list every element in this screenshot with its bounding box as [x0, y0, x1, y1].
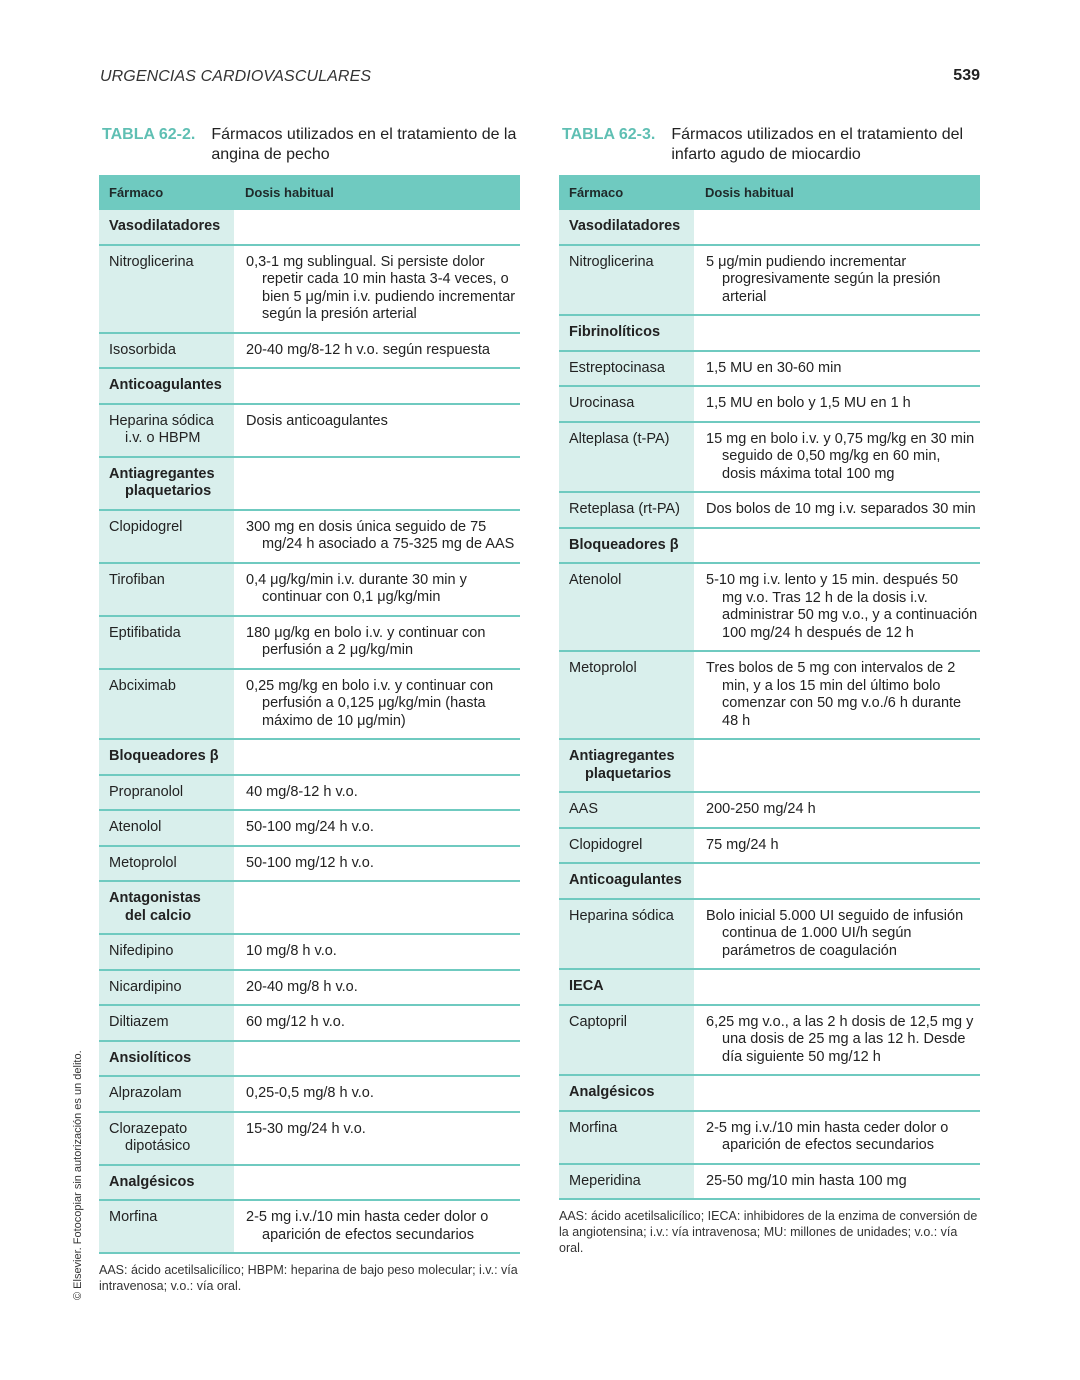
drug-name-text: Alprazolam	[109, 1085, 182, 1101]
dose-text: Tres bolos de 5 mg con intervalos de 2 min, y a los 15 min del último bolo comenzar con 50 mg v.o./6 h durante 48 h	[706, 660, 962, 729]
table-number: TABLA 62-3.	[562, 126, 656, 143]
table-row	[559, 828, 980, 864]
dose-text: 5-10 mg i.v. lento y 15 min. después 50 mg v.o. Tras 12 h de la dosis i.v. administrar 50 mg v.o., y a continuación 100 mg/24 h después de 12 h	[706, 572, 978, 641]
dose-text: 6,25 mg v.o., a las 2 h dosis de 12,5 mg y una dosis de 25 mg a las 12 h. Desde día siguiente 50 mg/12 h	[706, 1013, 974, 1065]
drug-name-text: Metoprolol	[569, 660, 637, 676]
dose-text: Bolo inicial 5.000 UI seguido de infusión continua de 1.000 UI/h según parámetros de coagulación	[706, 907, 964, 959]
drug-name	[99, 1200, 235, 1253]
drug-name-text: Nifedipino	[109, 943, 174, 959]
category-label	[99, 210, 235, 245]
drug-name	[99, 1112, 235, 1165]
category-label	[99, 457, 235, 510]
dose-text: 10 mg/8 h v.o.	[246, 943, 337, 959]
dose-cell	[695, 492, 980, 528]
dose-text: 60 mg/12 h v.o.	[246, 1014, 345, 1030]
drug-name-text: Diltiazem	[109, 1014, 169, 1030]
drug-name-text: Eptifibatida	[109, 624, 181, 641]
drug-name	[99, 1005, 235, 1041]
dose-text: 180 μg/kg en bolo i.v. y continuar con perfusión a 2 μg/kg/min	[246, 624, 486, 658]
dose-cell	[235, 368, 520, 404]
drug-name-text: Heparina sódica i.v. o HBPM	[109, 412, 214, 446]
drug-name	[559, 1005, 695, 1076]
dose-cell	[695, 828, 980, 864]
drug-name-text: Heparina sódica	[569, 907, 674, 924]
drug-name-text: Nitroglicerina	[109, 253, 194, 270]
table-row	[99, 1112, 520, 1165]
drug-name	[99, 810, 235, 846]
dose-text: 0,3-1 mg sublingual. Si persiste dolor repetir cada 10 min hasta 3-4 veces, o bien 5 μg/min i.v. pudiendo incrementar según la presión arterial	[246, 253, 516, 322]
drug-name-text: Clopidogrel	[569, 836, 643, 853]
table-row	[559, 351, 980, 387]
drug-name-text: Morfina	[569, 1119, 618, 1136]
category-label	[559, 210, 695, 245]
dose-cell	[235, 245, 520, 333]
dose-cell	[235, 1165, 520, 1201]
drug-name	[99, 1076, 235, 1112]
category-text: Fibrinolíticos	[569, 324, 661, 340]
category-row	[99, 881, 520, 934]
dose-cell	[235, 457, 520, 510]
dose-cell	[695, 651, 980, 739]
drug-name	[559, 245, 695, 316]
table-body	[559, 210, 980, 1199]
category-text: Vasodilatadores	[569, 218, 681, 234]
table-footnote: AAS: ácido acetilsalicílico; HBPM: heparina de bajo peso molecular; i.v.: vía intravenosa; v.o.: vía oral.	[99, 1263, 518, 1293]
dose-cell	[235, 1076, 520, 1112]
category-label	[559, 1075, 695, 1111]
drug-name	[99, 245, 235, 333]
drug-name-text: Alteplasa (t-PA)	[569, 430, 670, 447]
table-row	[99, 404, 520, 457]
table-row	[559, 899, 980, 970]
drug-name	[99, 333, 235, 369]
dose-text: 40 mg/8-12 h v.o.	[246, 783, 358, 800]
dose-cell	[695, 863, 980, 899]
dose-cell	[235, 775, 520, 811]
drug-name	[99, 775, 235, 811]
dose-text: 300 mg en dosis única seguido de 75 mg/24 h asociado a 75-325 mg de AAS	[246, 518, 515, 552]
table-row	[559, 792, 980, 828]
table-header-row	[99, 175, 520, 210]
category-text: Antiagregantes plaquetarios	[569, 748, 675, 782]
dose-cell	[235, 333, 520, 369]
dose-cell	[235, 846, 520, 882]
drug-name	[559, 563, 695, 651]
drug-name	[99, 669, 235, 740]
category-label	[99, 368, 235, 404]
dose-cell	[235, 616, 520, 669]
dose-cell	[235, 1041, 520, 1077]
dose-text: 2-5 mg i.v./10 min hasta ceder dolor o aparición de efectos secundarios	[706, 1119, 949, 1153]
dose-text: 20-40 mg/8 h v.o.	[246, 978, 358, 995]
table-number: TABLA 62-2.	[102, 126, 196, 143]
dose-cell	[235, 404, 520, 457]
dose-cell	[235, 669, 520, 740]
table-row	[559, 386, 980, 422]
category-row	[99, 1165, 520, 1201]
category-text: Ansiolíticos	[109, 1049, 192, 1066]
category-text: Antiagregantes plaquetarios	[109, 465, 215, 499]
table-row	[559, 651, 980, 739]
drug-name-text: Nicardipino	[109, 978, 182, 995]
dose-text: 50-100 mg/12 h v.o.	[246, 854, 374, 871]
dose-text: 75 mg/24 h	[706, 836, 779, 853]
drug-name	[559, 422, 695, 493]
drug-name	[99, 934, 235, 970]
column-header-drug: Fármaco	[99, 175, 235, 210]
category-text: Anticoagulantes	[109, 377, 222, 393]
drug-name	[99, 510, 235, 563]
table-62-2-block	[99, 125, 520, 1294]
dose-cell	[235, 563, 520, 616]
drug-name	[559, 899, 695, 970]
drug-name	[99, 404, 235, 457]
category-row	[559, 210, 980, 245]
table-footnote: AAS: ácido acetilsalicílico; IECA: inhibidores de la enzima de conversión de la angiotensina; i.v.: vía intravenosa; MU: millones de unidades; v.o.: vía oral.	[559, 1209, 978, 1255]
table-row	[99, 846, 520, 882]
category-text: Vasodilatadores	[109, 218, 221, 234]
category-label	[559, 863, 695, 899]
category-label	[559, 969, 695, 1005]
category-text: Anticoagulantes	[569, 872, 682, 888]
drug-name	[559, 651, 695, 739]
category-row	[559, 863, 980, 899]
table-caption: Fármacos utilizados en el tratamiento del infarto agudo de miocardio	[671, 126, 964, 163]
dose-text: 50-100 mg/24 h v.o.	[246, 819, 374, 835]
category-label	[99, 881, 235, 934]
dose-cell	[695, 563, 980, 651]
table-row	[559, 492, 980, 528]
drug-name-text: Atenolol	[109, 819, 162, 835]
table-row	[559, 422, 980, 493]
dose-text: 1,5 MU en 30-60 min	[706, 359, 842, 376]
category-label	[559, 739, 695, 792]
drug-table	[559, 175, 980, 1200]
dose-text: 20-40 mg/8-12 h v.o. según respuesta	[246, 341, 490, 358]
dose-text: Dos bolos de 10 mg i.v. separados 30 min	[706, 501, 976, 517]
drug-name	[559, 1164, 695, 1200]
category-text: Bloqueadores β	[109, 748, 219, 764]
dose-cell	[695, 386, 980, 422]
dose-cell	[695, 210, 980, 245]
table-title	[99, 125, 520, 175]
dose-cell	[695, 969, 980, 1005]
drug-name-text: Captopril	[569, 1013, 628, 1030]
category-text: IECA	[569, 978, 604, 994]
drug-name-text: Propranolol	[109, 783, 184, 800]
drug-name-text: Reteplasa (rt-PA)	[569, 501, 680, 517]
dose-cell	[235, 739, 520, 775]
dose-cell	[235, 510, 520, 563]
drug-name-text: Urocinasa	[569, 395, 635, 411]
dose-cell	[235, 210, 520, 245]
category-row	[559, 969, 980, 1005]
drug-name-text: AAS	[569, 801, 599, 817]
drug-name-text: Abciximab	[109, 677, 176, 694]
table-row	[99, 775, 520, 811]
dose-text: 25-50 mg/10 min hasta 100 mg	[706, 1172, 907, 1189]
category-row	[559, 315, 980, 351]
table-row	[99, 616, 520, 669]
dose-text: 0,4 μg/kg/min i.v. durante 30 min y continuar con 0,1 μg/kg/min	[246, 571, 467, 605]
drug-name	[559, 1111, 695, 1164]
column-header-drug: Fármaco	[559, 175, 695, 210]
dose-text: 0,25 mg/kg en bolo i.v. y continuar con perfusión a 0,125 μg/kg/min (hasta máximo de 10 μg/min)	[246, 677, 494, 729]
dose-cell	[695, 422, 980, 493]
dose-cell	[695, 1075, 980, 1111]
drug-name	[559, 351, 695, 387]
table-row	[99, 333, 520, 369]
dose-cell	[235, 810, 520, 846]
category-row	[99, 210, 520, 245]
dose-text: 2-5 mg i.v./10 min hasta ceder dolor o aparición de efectos secundarios	[246, 1209, 489, 1243]
dose-cell	[695, 1164, 980, 1200]
category-row	[99, 1041, 520, 1077]
dose-cell	[695, 315, 980, 351]
drug-name-text: Morfina	[109, 1209, 158, 1225]
table-row	[99, 510, 520, 563]
drug-name-text: Atenolol	[569, 572, 622, 588]
dose-text: 200-250 mg/24 h	[706, 801, 816, 817]
dose-text: 5 μg/min pudiendo incrementar progresivamente según la presión arterial	[706, 253, 941, 305]
drug-name	[559, 828, 695, 864]
drug-name-text: Nitroglicerina	[569, 253, 654, 270]
table-row	[559, 245, 980, 316]
table-row	[559, 1164, 980, 1200]
category-row	[559, 528, 980, 564]
category-label	[99, 1041, 235, 1077]
dose-cell	[695, 899, 980, 970]
dose-text: 0,25-0,5 mg/8 h v.o.	[246, 1085, 374, 1101]
table-62-3-block	[559, 125, 980, 1256]
table-row	[99, 669, 520, 740]
table-row	[99, 810, 520, 846]
drug-table	[99, 175, 520, 1254]
table-row	[99, 563, 520, 616]
table-caption: Fármacos utilizados en el tratamiento de la angina de pecho	[211, 126, 517, 163]
drug-name-text: Meperidina	[569, 1172, 641, 1189]
dose-cell	[695, 528, 980, 564]
table-body	[99, 210, 520, 1253]
dose-cell	[235, 1200, 520, 1253]
category-text: Bloqueadores β	[569, 536, 679, 553]
dose-cell	[235, 970, 520, 1006]
category-label	[559, 528, 695, 564]
category-text: Antagonistas del calcio	[109, 890, 201, 924]
table-header-row	[559, 175, 980, 210]
table-row	[99, 1076, 520, 1112]
drug-name	[559, 492, 695, 528]
dose-cell	[695, 351, 980, 387]
copyright-note: © Elsevier. Fotocopiar sin autorización es un delito.	[72, 1050, 84, 1300]
category-text: Analgésicos	[109, 1173, 195, 1190]
table-row	[99, 1200, 520, 1253]
category-text: Analgésicos	[569, 1084, 655, 1100]
category-row	[99, 368, 520, 404]
table-row	[559, 1005, 980, 1076]
dose-cell	[695, 739, 980, 792]
drug-name-text: Estreptocinasa	[569, 359, 665, 376]
dose-cell	[695, 245, 980, 316]
drug-name-text: Isosorbida	[109, 341, 176, 358]
category-label	[99, 739, 235, 775]
dose-cell	[695, 792, 980, 828]
drug-name-text: Tirofiban	[109, 571, 165, 588]
category-row	[99, 457, 520, 510]
drug-name	[559, 386, 695, 422]
dose-cell	[235, 934, 520, 970]
dose-text: Dosis anticoagulantes	[246, 412, 388, 429]
table-row	[559, 1111, 980, 1164]
category-row	[559, 1075, 980, 1111]
table-row	[99, 970, 520, 1006]
drug-name-text: Clorazepato dipotásico	[109, 1120, 191, 1154]
category-row	[559, 739, 980, 792]
category-row	[99, 739, 520, 775]
dose-text: 1,5 MU en bolo y 1,5 MU en 1 h	[706, 395, 911, 411]
table-title	[559, 125, 980, 175]
dose-text: 15-30 mg/24 h v.o.	[246, 1120, 366, 1137]
page-number: 539	[953, 67, 980, 84]
dose-cell	[235, 1005, 520, 1041]
drug-name	[99, 616, 235, 669]
dose-cell	[235, 881, 520, 934]
table-row	[99, 245, 520, 333]
dose-cell	[235, 1112, 520, 1165]
table-row	[559, 563, 980, 651]
drug-name-text: Clopidogrel	[109, 518, 183, 535]
category-label	[99, 1165, 235, 1201]
drug-name	[99, 846, 235, 882]
column-header-dose: Dosis habitual	[235, 175, 520, 210]
drug-name	[99, 970, 235, 1006]
column-header-dose: Dosis habitual	[695, 175, 980, 210]
table-row	[99, 1005, 520, 1041]
category-label	[559, 315, 695, 351]
drug-name	[559, 792, 695, 828]
running-head: URGENCIAS CARDIOVASCULARES	[100, 68, 372, 85]
dose-cell	[695, 1005, 980, 1076]
table-row	[99, 934, 520, 970]
drug-name	[99, 563, 235, 616]
dose-text: 15 mg en bolo i.v. y 0,75 mg/kg en 30 min seguido de 0,50 mg/kg en 60 min, dosis máxima total 100 mg	[706, 430, 975, 482]
drug-name-text: Metoprolol	[109, 854, 177, 871]
dose-cell	[695, 1111, 980, 1164]
